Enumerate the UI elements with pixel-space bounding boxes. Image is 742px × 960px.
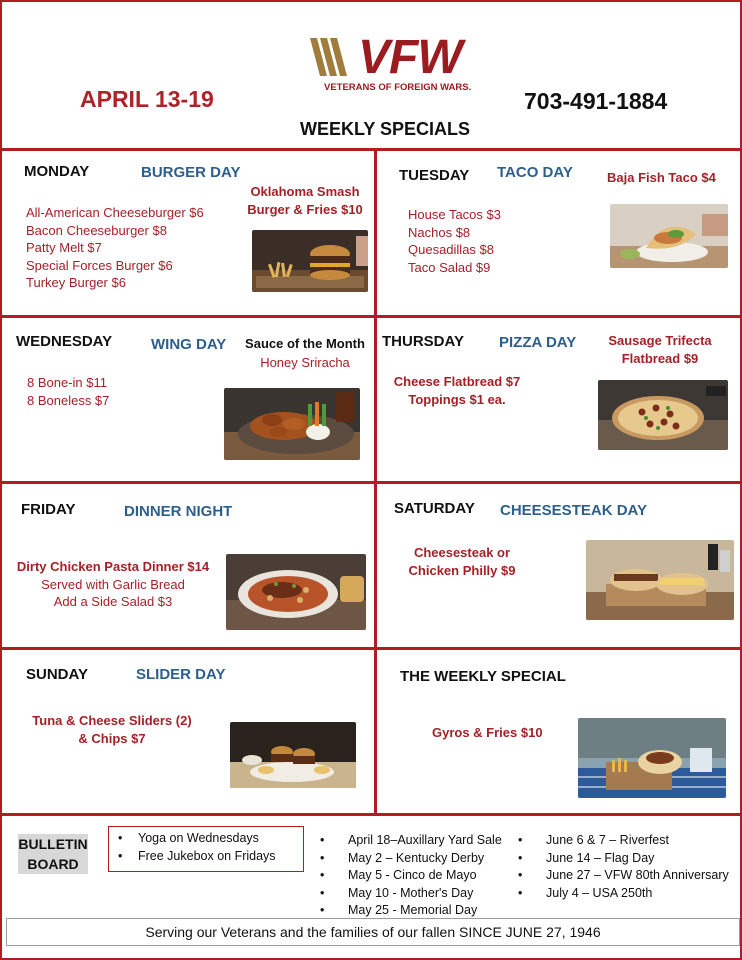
divider <box>2 813 742 816</box>
footer-tagline: Serving our Veterans and the families of our fallen SINCE JUNE 27, 1946 <box>6 918 740 946</box>
menu-item: 8 Boneless $7 <box>27 392 110 408</box>
list-item-text: May 25 - Memorial Day <box>348 903 478 917</box>
phone-number: 703-491-1884 <box>524 88 668 114</box>
list-item-text: June 6 & 7 – Riverfest <box>546 833 669 847</box>
list-item-text: Yoga on Wednesdays <box>138 831 259 845</box>
logo-text: VFW <box>358 31 462 84</box>
wednesday-items <box>27 374 109 409</box>
bullet-icon: • <box>320 903 325 917</box>
menu-item: Toppings $1 ea. <box>408 391 506 407</box>
menu-item: Chicken Philly $9 <box>408 562 516 578</box>
wednesday-label: WEDNESDAY <box>16 333 113 350</box>
list-item <box>518 867 729 885</box>
vfw-logo <box>310 31 472 98</box>
list-item <box>320 850 502 868</box>
list-item-text: April 18–Auxillary Yard Sale <box>348 833 502 847</box>
divider <box>374 148 377 816</box>
divider <box>2 647 742 650</box>
cheesesteak-photo <box>586 540 734 620</box>
tuesday-theme: TACO DAY <box>497 164 573 181</box>
sliders-photo <box>230 722 356 788</box>
menu-item: Cheese Flatbread $7 <box>393 374 521 389</box>
bulletin-title <box>18 834 88 874</box>
tuesday-feature: Baja Fish Taco $4 <box>607 170 716 185</box>
list-item <box>118 830 276 848</box>
thursday-feature-line: Sausage Trifecta <box>608 333 712 348</box>
menu-item: Dirty Chicken Pasta Dinner $14 <box>16 559 210 574</box>
menu-item: Bacon Cheeseburger $8 <box>26 222 167 238</box>
menu-item: Tuna & Cheese Sliders (2) <box>32 713 192 728</box>
menu-item: Turkey Burger $6 <box>26 275 126 290</box>
wednesday-theme: WING DAY <box>151 336 227 353</box>
menu-item: Special Forces Burger $6 <box>26 257 173 273</box>
bullet-icon: • <box>518 885 523 900</box>
menu-item: All-American Cheeseburger $6 <box>26 205 204 220</box>
list-item <box>320 867 502 885</box>
sunday-label: SUNDAY <box>26 666 88 683</box>
bullet-icon: • <box>320 850 325 865</box>
menu-item: Add a Side Salad $3 <box>53 594 173 609</box>
divider <box>2 315 742 318</box>
taco-photo <box>610 204 728 268</box>
menu-item: Nachos $8 <box>408 224 471 240</box>
sunday-theme: SLIDER DAY <box>136 666 226 683</box>
friday-items <box>8 558 218 611</box>
weekly-special-item: Gyros & Fries $10 <box>432 725 543 740</box>
monday-theme: BURGER DAY <box>141 164 241 181</box>
list-item-text: May 2 – Kentucky Derby <box>348 850 485 865</box>
list-item-text: May 5 - Cinco de Mayo <box>348 868 477 882</box>
monday-feature-line: Oklahoma Smash <box>250 184 360 199</box>
list-item <box>118 848 276 866</box>
list-item-text: July 4 – USA 250th <box>546 885 653 900</box>
week-dates: APRIL 13-19 <box>80 86 214 112</box>
menu-item: Patty Melt $7 <box>26 240 102 255</box>
page-title: WEEKLY SPECIALS <box>300 119 471 139</box>
bullet-icon: • <box>118 831 123 845</box>
bulletin-title-line: BULLETIN <box>18 836 88 852</box>
monday-items <box>26 204 204 292</box>
friday-theme: DINNER NIGHT <box>124 503 233 520</box>
logo-stripes-icon <box>310 38 362 78</box>
list-item <box>320 885 502 903</box>
logo-tagline: VETERANS OF FOREIGN WARS. <box>324 82 472 93</box>
bullet-icon: • <box>320 833 325 847</box>
list-item-text: May 10 - Mother's Day <box>348 885 474 900</box>
thursday-label: THURSDAY <box>382 333 464 350</box>
burger-photo <box>252 230 368 292</box>
gyro-photo <box>578 718 726 798</box>
pasta-photo <box>226 554 366 630</box>
divider <box>2 481 742 484</box>
menu-item: Served with Garlic Bread <box>41 576 185 592</box>
list-item <box>320 832 502 850</box>
bulletin-events-col2 <box>518 832 729 902</box>
monday-label: MONDAY <box>24 163 90 180</box>
sunday-items <box>22 712 202 747</box>
list-item-text: June 14 – Flag Day <box>546 850 655 865</box>
list-item-text: Free Jukebox on Fridays <box>138 848 276 863</box>
menu-item: Taco Salad $9 <box>408 259 491 275</box>
bullet-icon: • <box>518 850 523 865</box>
saturday-label: SATURDAY <box>394 500 475 517</box>
wednesday-feature <box>238 335 372 373</box>
thursday-items <box>386 373 528 408</box>
menu-item: & Chips $7 <box>78 730 146 746</box>
monday-feature <box>240 183 370 218</box>
list-item <box>518 832 729 850</box>
list-item-text: June 27 – VFW 80th Anniversary <box>546 868 729 882</box>
wings-photo <box>224 388 360 460</box>
menu-item: 8 Bone-in $11 <box>27 375 107 390</box>
tuesday-label: TUESDAY <box>399 167 470 184</box>
thursday-feature <box>600 332 720 367</box>
menu-item: Quesadillas $8 <box>408 242 494 257</box>
thursday-theme: PIZZA DAY <box>499 334 577 351</box>
bullet-icon: • <box>518 833 523 847</box>
sauce-name: Honey Sriracha <box>260 355 350 370</box>
weekly-special-title: THE WEEKLY SPECIAL <box>400 668 566 685</box>
tuesday-items <box>408 206 501 276</box>
menu-item: Cheesesteak or <box>413 545 511 560</box>
list-item <box>518 850 729 868</box>
list-item <box>518 885 729 903</box>
list-item <box>320 902 502 920</box>
flatbread-photo <box>598 380 728 450</box>
saturday-theme: CHEESESTEAK DAY <box>500 502 647 519</box>
thursday-feature-line: Flatbread $9 <box>621 350 699 366</box>
saturday-items <box>402 544 522 579</box>
bulletin-title-line: BOARD <box>27 856 79 872</box>
bulletin-events-col1 <box>320 832 502 920</box>
bullet-icon: • <box>320 885 325 900</box>
friday-label: FRIDAY <box>21 501 76 518</box>
bullet-icon: • <box>518 868 523 882</box>
bulletin-recurring-list <box>118 830 276 865</box>
monday-feature-line: Burger & Fries $10 <box>247 201 363 217</box>
bullet-icon: • <box>118 848 123 863</box>
bullet-icon: • <box>320 868 325 882</box>
sauce-title: Sauce of the Month <box>245 336 365 351</box>
divider <box>2 148 742 151</box>
menu-item: House Tacos $3 <box>408 207 501 222</box>
